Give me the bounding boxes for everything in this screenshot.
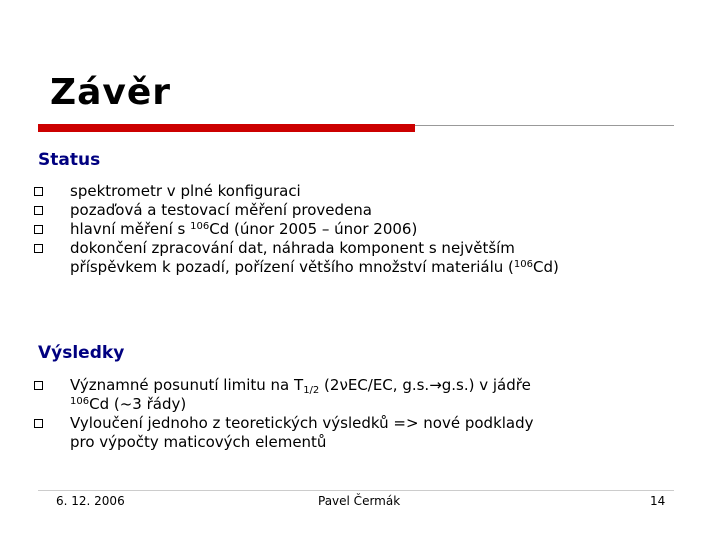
list-item-text: příspěvkem k pozadí, pořízení většího množství materiálu ( — [70, 258, 514, 276]
square-bullet-icon — [34, 419, 43, 428]
list-item — [34, 414, 534, 452]
status-list — [34, 182, 559, 277]
results-heading: Výsledky — [38, 343, 125, 363]
list-item — [34, 201, 559, 220]
list-item — [34, 220, 559, 239]
status-heading: Status — [38, 150, 101, 170]
list-item — [34, 376, 534, 414]
slide-title: Závěr — [50, 72, 172, 113]
list-item-text: Vyloučení jednoho z teoretických výsledků => nové podklady — [70, 414, 534, 432]
list-item-text: hlavní měření s — [70, 220, 191, 238]
footer-divider — [38, 490, 674, 491]
square-bullet-icon — [34, 244, 43, 253]
footer-date: 6. 12. 2006 — [56, 494, 125, 508]
results-list — [34, 376, 534, 452]
half-life-subscript: 1/2 — [303, 385, 320, 396]
list-item — [34, 182, 559, 201]
title-rule-accent — [38, 124, 415, 132]
list-item-text: Cd (únor 2005 – únor 2006) — [209, 220, 418, 238]
square-bullet-icon — [34, 206, 43, 215]
list-item-text: (2νEC/EC, g.s.→g.s.) v jádře — [319, 376, 531, 394]
isotope-mass-number: 106 — [513, 259, 534, 270]
title-rule-line — [415, 125, 674, 126]
isotope-mass-number: 106 — [190, 221, 210, 232]
footer-author: Pavel Čermák — [318, 494, 401, 508]
square-bullet-icon — [34, 225, 43, 234]
list-item — [34, 239, 559, 277]
square-bullet-icon — [34, 187, 43, 196]
list-item-text: Cd) — [533, 258, 559, 276]
page-number: 14 — [650, 494, 666, 508]
list-item-text: Cd (~3 řády) — [89, 395, 187, 413]
list-item-text: spektrometr v plné konfiguraci — [70, 182, 301, 200]
list-item-text: pro výpočty maticových elementů — [70, 433, 327, 451]
list-item-text: dokončení zpracování dat, náhrada komponent s největším — [70, 239, 515, 257]
isotope-mass-number: 106 — [70, 396, 90, 407]
list-item-text: pozaďová a testovací měření provedena — [70, 201, 372, 219]
square-bullet-icon — [34, 381, 43, 390]
list-item-text: Významné posunutí limitu na T — [70, 376, 304, 394]
